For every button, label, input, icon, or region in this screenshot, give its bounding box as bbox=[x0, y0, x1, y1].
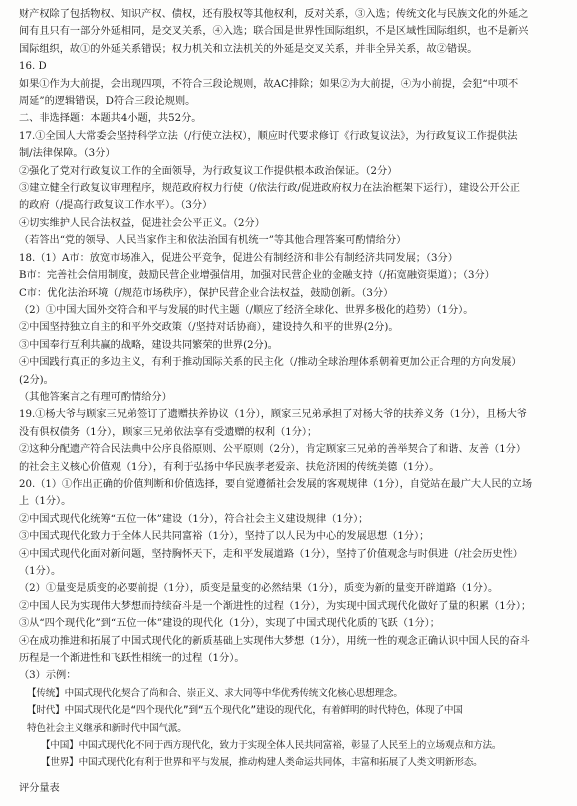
text-line: ②中国式现代化统筹“五位一体”建设（1分），符合社会主义建设规律（1分）； bbox=[19, 513, 369, 525]
text-line: 如果①作为大前提，会出现四项，不符合三段论规则，故AC排除；如果②为大前提，④为小前提，会犯“中项不 bbox=[19, 78, 519, 90]
text-line: C市：优化法治环境（/规范市场秩序），保护民营企业合法权益，鼓励创新。（3分） bbox=[19, 287, 394, 299]
question-16-answer: 16. D bbox=[19, 61, 47, 73]
text-line: （2）①中国大国外交符合和平与发展的时代主题（/顺应了经济全球化、世界多极化的趋势）（1分）。 bbox=[19, 304, 474, 316]
text-line: （1分）。 bbox=[19, 566, 62, 577]
text-line: ③从“四个现代化”到“五位一体”建设的现代化（1分），实现了中国式现代化质的飞跃（1分）； bbox=[19, 618, 440, 630]
text-line: 没有俱权债务（1分），顾家三兄弟依法享有受遗赠的权利（1分）； bbox=[19, 426, 318, 438]
text-line: 历程是一个渐进性和飞跃性相统一的过程（1分）。 bbox=[19, 653, 245, 665]
question-19-line: 19.①杨大爷与顾家三兄弟签订了遗赠扶养协议（1分），顾家三兄弟承担了对杨大爷的扶养义务（1分），且杨大爷 bbox=[19, 409, 527, 421]
text-line: 国际组织，故①的外延关系错误；权力机关和立法机关的外延是交叉关系，并非全异关系，故②错误。 bbox=[19, 43, 478, 55]
text-line: 周延”的逻辑错误，D符合三段论规则。 bbox=[19, 96, 196, 108]
text-line: ②中国人民为实现伟大梦想而持续奋斗是一个渐进性的过程（1分），为实现中国式现代化做好了量的积累（1分）； bbox=[19, 600, 532, 612]
text-line: 财产权除了包括物权、知识产权、债权，还有股权等其他权利，反对关系，③入选；传统文化与民族文化的外延之 bbox=[19, 9, 529, 20]
text-line: 的社会主义核心价值观（1分），有利于弘扬中华民族孝老爱亲、扶危济困的传统美德（1分）。 bbox=[19, 461, 440, 473]
text-line: ④中国践行真正的多边主义，有利于推动国际关系的民主化（/推动全球治理体系朝着更加公正合理的方向发展） bbox=[19, 357, 522, 369]
text-line: （其他答案言之有理可酌情给分） bbox=[19, 391, 172, 403]
answer-text-body bbox=[19, 6, 561, 797]
text-line: （2）①量变是质变的必要前提（1分），质变是量变的必然结果（1分），质变为新的量变开辟道路（1分）。 bbox=[19, 583, 499, 595]
text-line: ③中国奉行互利共赢的战略，建设共同繁荣的世界(2分)。 bbox=[19, 339, 278, 351]
text-line: ④中国式现代化面对新问题，坚持胸怀天下，走和平发展道路（1分），坚持了价值观念与时俱进（/社会历史性） bbox=[19, 548, 523, 560]
example-line: 【中国】中国式现代化不同于西方现代化，致力于实现全体人民共同富裕，彰显了人民至上的立场观点和方法。 bbox=[41, 740, 502, 752]
text-line: 间有且只有一部分外延相同，是交叉关系，④入选；联合国是世界性国际组织，不是区域性国际组织，也不是新兴 bbox=[19, 26, 529, 38]
question-17-line: 17.①全国人大常委会坚持科学立法（/行使立法权），顺应时代要求修订《行政复议法》，为行政复议工作提供法 bbox=[19, 130, 518, 142]
text-line: ②强化了党对行政复议工作的全面领导，为行政复议工作提供根本政治保证。（2分） bbox=[19, 165, 398, 177]
text-line: B市：完善社会信用制度，鼓励民营企业增强信用，加强对民营企业的金融支持（/拓宽融资渠道）；（3分） bbox=[19, 270, 495, 282]
text-line: (2分)。 bbox=[19, 374, 54, 386]
text-line: ④切实维护人民合法权益，促进社会公平正义。（2分） bbox=[19, 217, 265, 229]
text-line: ④在成功推进和拓展了中国式现代化的新质基础上实现伟大梦想（1分），用统一性的观念正确认识中国人民的奋斗 bbox=[19, 635, 530, 647]
question-20-line: 20.（1）①作出正确的价值判断和价值选择，要自觉遵循社会发展的客观规律（1分），自觉站在最广大人民的立场 bbox=[19, 478, 533, 490]
text-line: ②这种分配遗产符合民法典中公序良俗原则、公平原则（2分），肯定顾家三兄弟的善举契合了和谐、友善（1分） bbox=[19, 444, 527, 456]
text-line: 的政府（/提高行政复议工作水平）。（3分） bbox=[19, 200, 213, 212]
scoring-table-title: 评分量表 bbox=[19, 782, 60, 794]
text-line: 上（1分）。 bbox=[19, 496, 72, 508]
example-line: 【世界】中国式现代化有利于世界和平与发展，推动构建人类命运共同体，丰富和拓展了人类文明新形态。 bbox=[41, 757, 483, 769]
text-line: ③中国式现代化致力于全体人民共同富裕（1分），坚持了以人民为中心的发展思想（1分）； bbox=[19, 531, 430, 543]
text-line: ③建立健全行政复议审理程序，规范政府权力行使（/依法行政/促进政府权力在法治框架下运行），建设公开公正 bbox=[19, 183, 520, 195]
text-line: ②中国坚持独立自主的和平外交政策（/坚持对话协商），建设持久和平的世界(2分)。 bbox=[19, 322, 399, 334]
text-line: 制/法律保障。（3分） bbox=[19, 148, 116, 160]
example-line: 【传统】中国式现代化契合了尚和合、崇正义、求大同等中华优秀传统文化核心思想理念。 bbox=[27, 687, 403, 699]
example-line: 【时代】中国式现代化是“四个现代化”到“五个现代化”建设的现代化，有着鲜明的时代特色，体现了中国 bbox=[27, 705, 463, 717]
question-18-line: 18.（1）A市：放宽市场准入，促进公平竞争，促进公有制经济和非公有制经济共同发展；（3分） bbox=[19, 252, 458, 264]
example-heading: （3）示例： bbox=[19, 670, 77, 682]
text-line: （若答出“党的领导、人民当家作主和依法治国有机统一”等其他合理答案可酌情给分） bbox=[19, 235, 407, 247]
example-line: 特色社会主义继承和新时代中国气派。 bbox=[27, 722, 187, 734]
section-heading: 二、非选择题：本题共4小题，共52分。 bbox=[19, 113, 202, 125]
